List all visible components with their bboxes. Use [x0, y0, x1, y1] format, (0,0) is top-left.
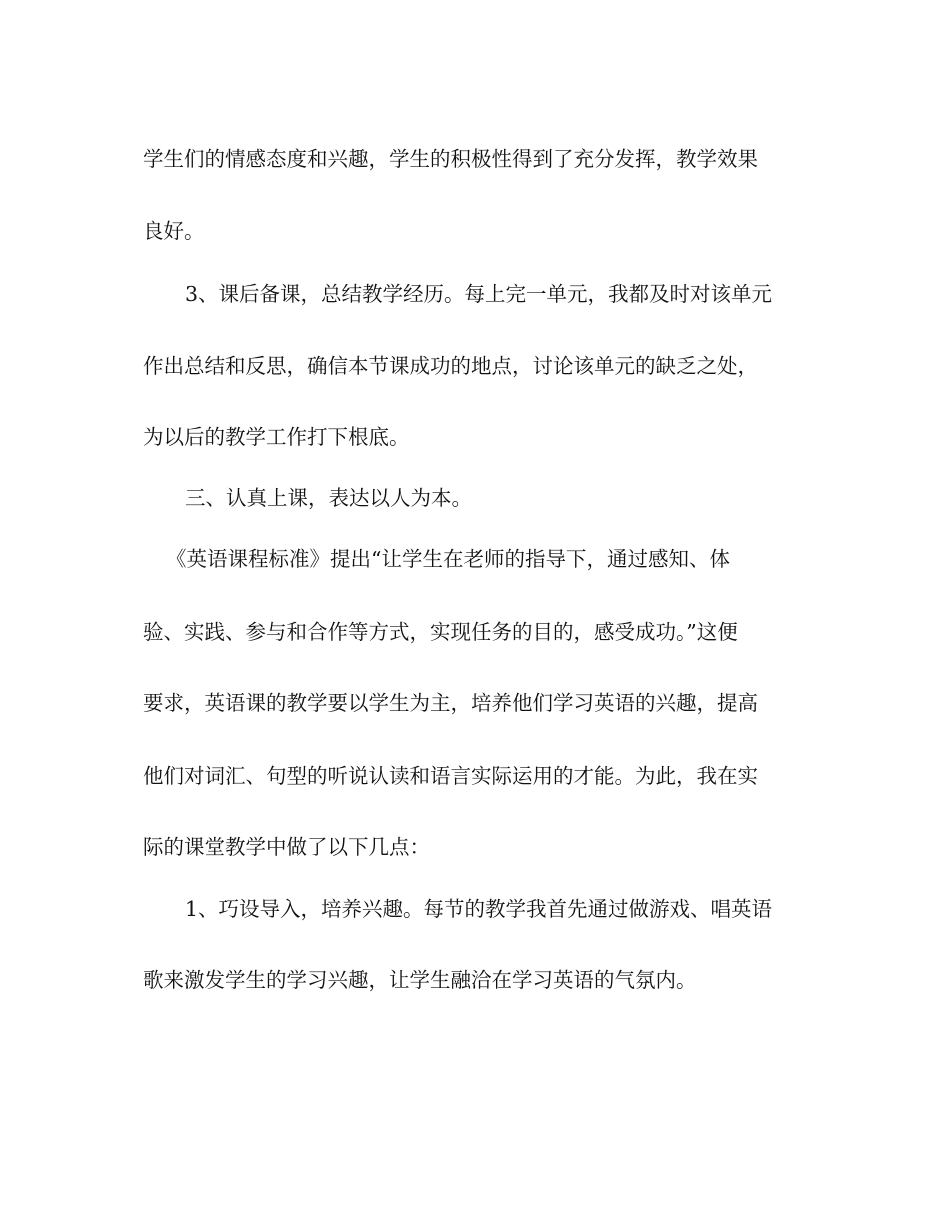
body-text-line: 要求，英语课的教学要以学生为主，培养他们学习英语的兴趣，提高: [143, 691, 758, 715]
body-text-line: 际的课堂教学中做了以下几点：: [143, 835, 430, 859]
body-text-line: 他们对词汇、句型的听说认读和语言实际运用的才能。为此，我在实: [143, 764, 758, 788]
body-text-line: 为以后的教学工作打下根底。: [143, 425, 410, 449]
paragraph-start-line: 3、课后备课，总结教学经历。每上完一单元，我都及时对该单元: [185, 282, 773, 306]
paragraph-start-line: 1、巧设导入，培养兴趣。每节的教学我首先通过做游戏、唱英语: [185, 897, 773, 921]
body-text-line: 歌来激发学生的学习兴趣，让学生融洽在学习英语的气氛内。: [143, 968, 697, 992]
body-text-line: 作出总结和反思，确信本节课成功的地点，讨论该单元的缺乏之处，: [143, 354, 758, 378]
body-text-line: 良好。: [143, 219, 205, 243]
paragraph-start-line: 《英语课程标准》提出“让学生在老师的指导下，通过感知、体: [166, 547, 730, 571]
body-text-line: 验、实践、参与和合作等方式，实现任务的目的，感受成功。”这便: [143, 620, 738, 644]
section-heading: 三、认真上课，表达以人为本。: [185, 486, 472, 510]
body-text-line: 学生们的情感态度和兴趣，学生的积极性得到了充分发挥，教学效果: [143, 147, 758, 171]
